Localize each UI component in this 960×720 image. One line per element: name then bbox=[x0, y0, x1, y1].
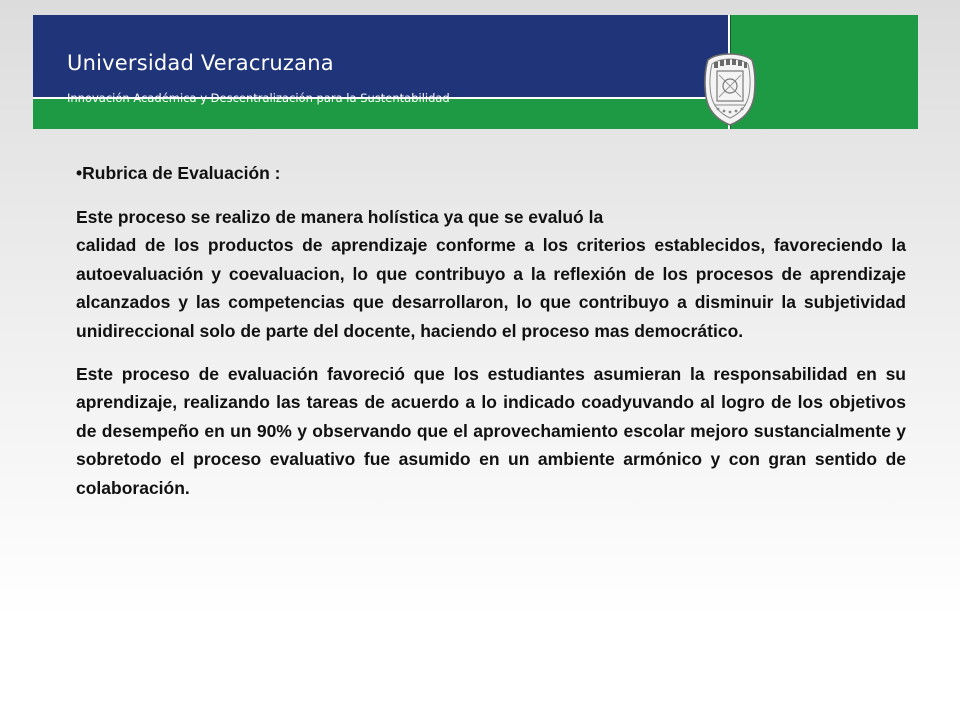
paragraph-1-first-line: Este proceso se realizo de manera holística ya que se evaluó la bbox=[76, 206, 604, 227]
paragraph-1: calidad de los productos de aprendizaje conforme a los criterios establecidos, favoreciendo la autoevaluación y coevaluacion, lo que contribuyo a la reflexión de los procesos de aprendizaje alcanzados y las competencias que desarrollaron, lo que contribuyo a disminuir la subjetividad unidireccional solo de parte del docente, haciendo el proceso mas democrático. bbox=[76, 235, 906, 341]
university-name: Universidad Veracruzana bbox=[67, 51, 334, 75]
university-tagline: Innovación Académica y Descentralización para la Sustentabilidad bbox=[67, 91, 450, 105]
university-seal-icon bbox=[700, 51, 760, 127]
main-content bbox=[76, 159, 906, 503]
paragraph-2: Este proceso de evaluación favoreció que los estudiantes asumieran la responsabilidad en su aprendizaje, realizando las tareas de acuerdo a lo indicado coadyuvando al logro de los objetivos de desempeño en un 90% y observando que el aprovechamiento escolar mejoro sustancialmente y sobretodo el proceso evaluativo fue asumido en un ambiente armónico y con gran sentido de colaboración. bbox=[76, 363, 906, 498]
section-heading: •Rubrica de Evaluación : bbox=[76, 163, 281, 183]
